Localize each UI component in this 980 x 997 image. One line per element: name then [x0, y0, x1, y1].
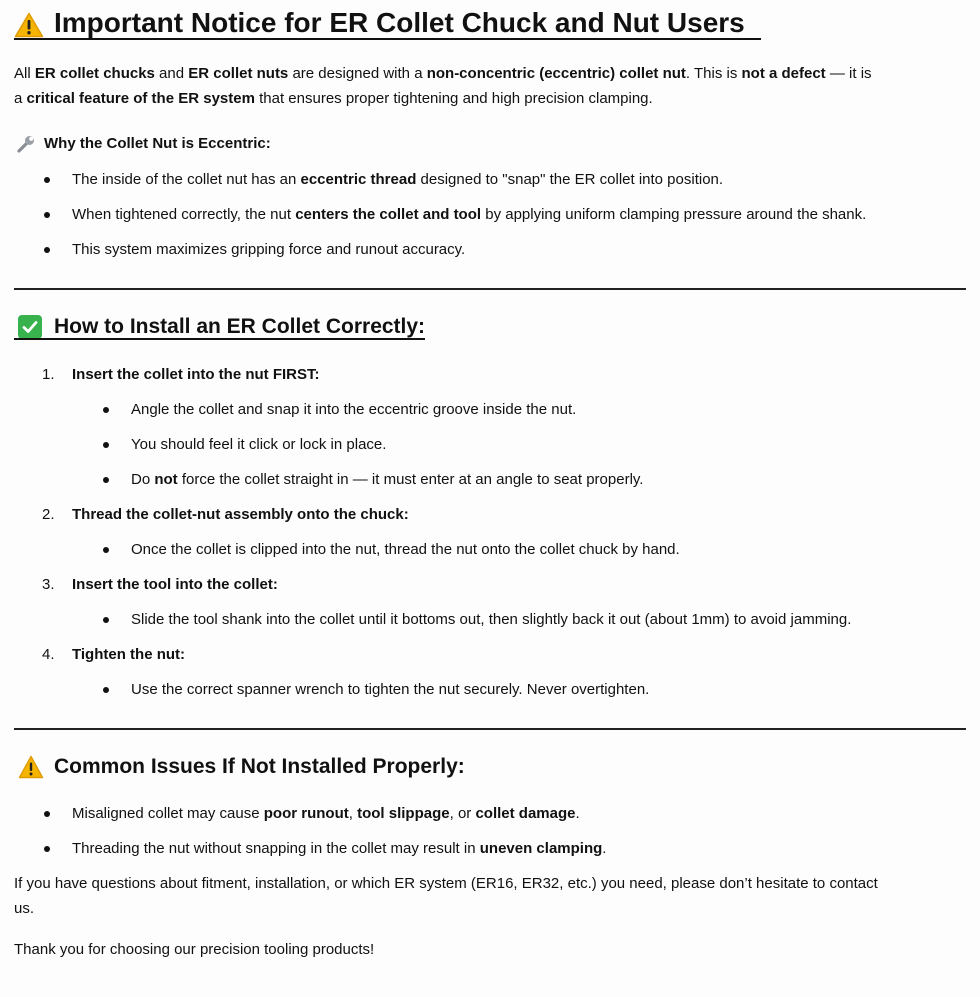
check-box-icon: [18, 315, 42, 339]
title-underline: [14, 38, 761, 40]
issues-heading-text: Common Issues If Not Installed Properly:: [54, 755, 465, 778]
bullet-dot: [103, 617, 109, 623]
why-heading-text: Why the Collet Nut is Eccentric:: [44, 135, 271, 152]
step-item: [42, 643, 186, 668]
intro-line-2: a critical feature of the ER system that ensures proper tightening and high precision clamping.: [14, 89, 653, 107]
section-divider: [14, 728, 966, 730]
install-heading-underline: [14, 338, 425, 340]
intro-line-1: All ER collet chucks and ER collet nuts are designed with a non-concentric (eccentric) collet nut. This is not a defect — it is: [14, 65, 872, 82]
bullet-dot: [44, 846, 50, 852]
contact-paragraph: [14, 872, 964, 922]
list-item: Do not force the collet straight in — it must enter at an angle to seat properly.: [131, 468, 643, 493]
step-number: 4.: [42, 646, 55, 663]
wrench-icon: [16, 134, 36, 154]
step-item: [42, 363, 320, 388]
step-number: 3.: [42, 576, 55, 593]
warning-icon: [18, 755, 44, 779]
list-item: You should feel it click or lock in place.: [131, 433, 386, 458]
step-item: [42, 573, 278, 598]
warning-icon: [14, 10, 44, 36]
bullet-dot: [44, 247, 50, 253]
list-item: Use the correct spanner wrench to tighten the nut securely. Never overtighten.: [131, 678, 649, 703]
contact-line-1: If you have questions about fitment, installation, or which ER system (ER16, ER32, etc.) you need, please don’t hesitate to contact: [14, 875, 878, 892]
step-label: Thread the collet-nut assembly onto the chuck:: [72, 506, 409, 523]
list-item: When tightened correctly, the nut centers the collet and tool by applying uniform clamping pressure around the shank.: [72, 203, 866, 228]
step-label: Tighten the nut:: [72, 646, 186, 663]
bullet-dot: [103, 442, 109, 448]
step-label: Insert the collet into the nut FIRST:: [72, 366, 320, 383]
issues-heading: [18, 752, 465, 782]
bullet-dot: [103, 547, 109, 553]
why-heading: [16, 132, 271, 157]
bullet-dot: [44, 212, 50, 218]
list-item: Angle the collet and snap it into the eccentric groove inside the nut.: [131, 398, 576, 423]
list-item: The inside of the collet nut has an eccentric thread designed to "snap" the ER collet into position.: [72, 168, 723, 193]
install-heading-text: How to Install an ER Collet Correctly:: [54, 315, 426, 338]
list-item: Slide the tool shank into the collet until it bottoms out, then slightly back it out (about 1mm) to avoid jamming.: [131, 608, 851, 633]
section-divider: [14, 288, 966, 290]
intro-paragraph: [14, 62, 964, 112]
step-number: 1.: [42, 366, 55, 383]
bullet-dot: [103, 407, 109, 413]
list-item: Misaligned collet may cause poor runout, tool slippage, or collet damage.: [72, 802, 580, 827]
bullet-dot: [44, 177, 50, 183]
page-title: [14, 4, 745, 42]
step-label: Insert the tool into the collet:: [72, 576, 278, 593]
contact-line-2: us.: [14, 899, 35, 917]
list-item: Once the collet is clipped into the nut, thread the nut onto the collet chuck by hand.: [131, 538, 680, 563]
title-text: Important Notice for ER Collet Chuck and Nut Users: [54, 7, 745, 38]
thanks-text: Thank you for choosing our precision tooling products!: [14, 941, 375, 958]
bullet-dot: [103, 477, 109, 483]
step-number: 2.: [42, 506, 55, 523]
bullet-dot: [103, 687, 109, 693]
bullet-dot: [44, 811, 50, 817]
list-item: This system maximizes gripping force and runout accuracy.: [72, 238, 465, 263]
list-item: Threading the nut without snapping in the collet may result in uneven clamping.: [72, 837, 606, 862]
step-item: [42, 503, 409, 528]
